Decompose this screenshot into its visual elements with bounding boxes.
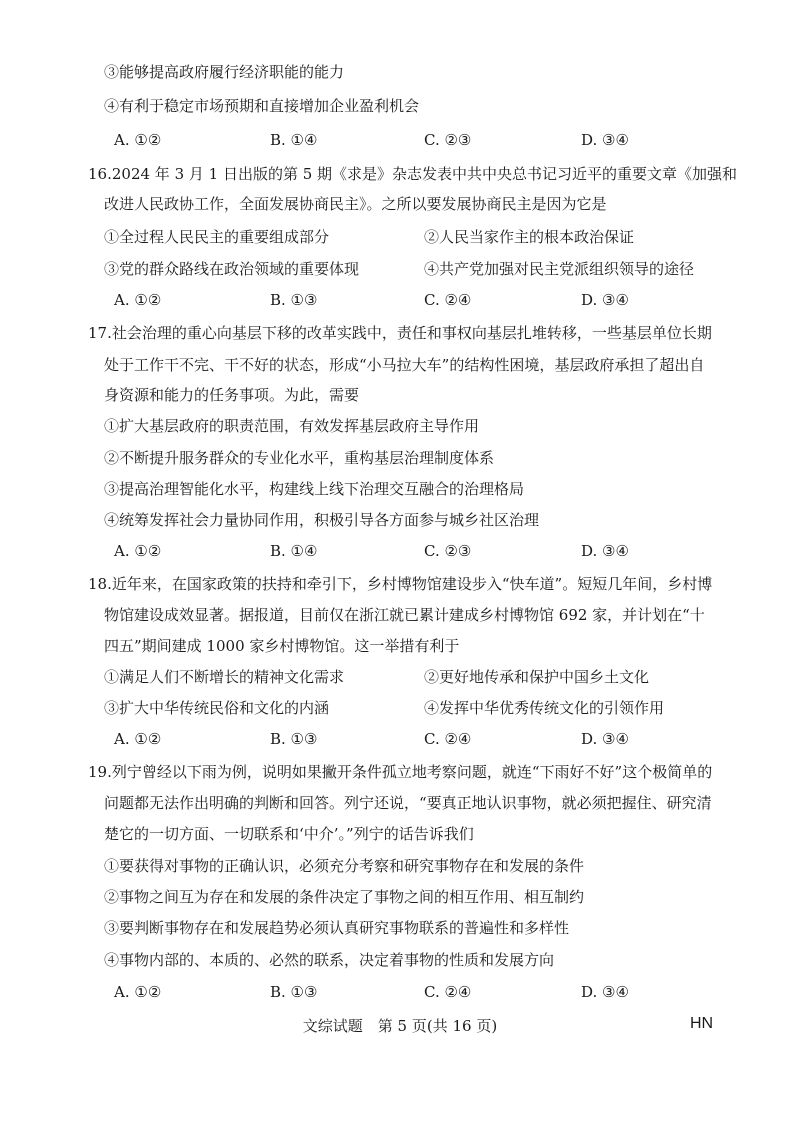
q19-choice-d: D. ③④ [581, 983, 629, 1001]
q19-option-2: ②事物之间互为存在和发展的条件决定了事物之间的相互作用、相互制约 [104, 888, 585, 906]
q19-choice-a: A. ①② [114, 983, 162, 1001]
q16-option-2: ②人民当家作主的根本政治保证 [424, 228, 635, 246]
q18-choice-b: B. ①③ [270, 730, 318, 748]
q17-option-2: ②不断提升服务群众的专业化水平，重构基层治理制度体系 [104, 449, 495, 467]
q18-choice-a: A. ①② [114, 730, 162, 748]
q15-choice-d: D. ③④ [581, 131, 629, 149]
region-code: HN [690, 1015, 714, 1032]
q18-choice-c: C. ②④ [424, 730, 472, 748]
q17-option-3: ③提高治理智能化水平，构建线上线下治理交互融合的治理格局 [104, 480, 525, 498]
q17-choice-d: D. ③④ [581, 542, 629, 560]
q15-option-4: ④有利于稳定市场预期和直接增加企业盈利机会 [104, 97, 420, 115]
q18-option-4: ④发挥中华优秀传统文化的引领作用 [424, 699, 665, 717]
q16-choice-c: C. ②④ [424, 291, 472, 309]
q19-choice-c: C. ②④ [424, 983, 472, 1001]
q17-stem-line-1: 17.社会治理的重心向基层下移的改革实践中，责任和事权向基层扎堆转移，一些基层单位长期 [88, 324, 712, 342]
q18-choice-d: D. ③④ [581, 730, 629, 748]
q18-stem-line-3: 四五”期间建成 1000 家乡村博物馆。这一举措有利于 [104, 637, 460, 655]
q15-choice-a: A. ①② [114, 131, 162, 149]
q16-choice-d: D. ③④ [581, 291, 629, 309]
q17-option-4: ④统筹发挥社会力量协同作用，积极引导各方面参与城乡社区治理 [104, 511, 540, 529]
q18-option-1: ①满足人们不断增长的精神文化需求 [104, 668, 345, 686]
page-footer-label: 文综试题 第 5 页(共 16 页) [302, 1017, 498, 1035]
q15-option-3: ③能够提高政府履行经济职能的能力 [104, 63, 345, 81]
q19-stem-line-3: 楚它的一切方面、一切联系和‘中介’。”列宁的话告诉我们 [104, 825, 474, 843]
q18-stem-line-1: 18.近年来，在国家政策的扶持和牵引下，乡村博物馆建设步入“快车道”。短短几年间，乡村博 [88, 575, 713, 593]
q15-choice-b: B. ①④ [270, 131, 318, 149]
q18-option-2: ②更好地传承和保护中国乡土文化 [424, 668, 650, 686]
q19-stem-line-1: 19.列宁曾经以下雨为例，说明如果撇开条件孤立地考察问题，就连“下雨好不好”这个极简单的 [88, 763, 713, 781]
q17-choice-c: C. ②③ [424, 542, 472, 560]
q16-stem-line-2: 改进人民政协工作，全面发展协商民主》。之所以要发展协商民主是因为它是 [104, 195, 607, 213]
q16-choice-a: A. ①② [114, 291, 162, 309]
q16-stem-line-1: 16.2024 年 3 月 1 日出版的第 5 期《求是》杂志发表中共中央总书记习近平的重要文章《加强和 [88, 165, 738, 183]
q19-choice-b: B. ①③ [270, 983, 318, 1001]
q15-choice-c: C. ②③ [424, 131, 472, 149]
q17-option-1: ①扩大基层政府的职责范围，有效发挥基层政府主导作用 [104, 417, 480, 435]
q18-option-3: ③扩大中华传统民俗和文化的内涵 [104, 699, 330, 717]
q18-stem-line-2: 物馆建设成效显著。据报道，目前仅在浙江就已累计建成乡村博物馆 692 家，并计划在“十 [104, 606, 705, 624]
q19-stem-line-2: 问题都无法作出明确的判断和回答。列宁还说，“要真正地认识事物，就必须把握住、研究清 [104, 794, 712, 812]
q17-choice-a: A. ①② [114, 542, 162, 560]
q17-stem-line-2: 处于工作干不完、干不好的状态，形成“小马拉大车”的结构性困境，基层政府承担了超出自 [104, 356, 705, 374]
q16-option-1: ①全过程人民民主的重要组成部分 [104, 228, 330, 246]
q16-option-3: ③党的群众路线在政治领域的重要体现 [104, 260, 360, 278]
q19-option-4: ④事物内部的、本质的、必然的联系，决定着事物的性质和发展方向 [104, 951, 555, 969]
q17-stem-line-3: 身资源和能力的任务事项。为此，需要 [104, 386, 360, 404]
q16-option-4: ④共产党加强对民主党派组织领导的途径 [424, 260, 695, 278]
q19-option-1: ①要获得对事物的正确认识，必须充分考察和研究事物存在和发展的条件 [104, 857, 585, 875]
q19-option-3: ③要判断事物存在和发展趋势必须认真研究事物联系的普遍性和多样性 [104, 919, 570, 937]
q17-choice-b: B. ①④ [270, 542, 318, 560]
q16-choice-b: B. ①③ [270, 291, 318, 309]
